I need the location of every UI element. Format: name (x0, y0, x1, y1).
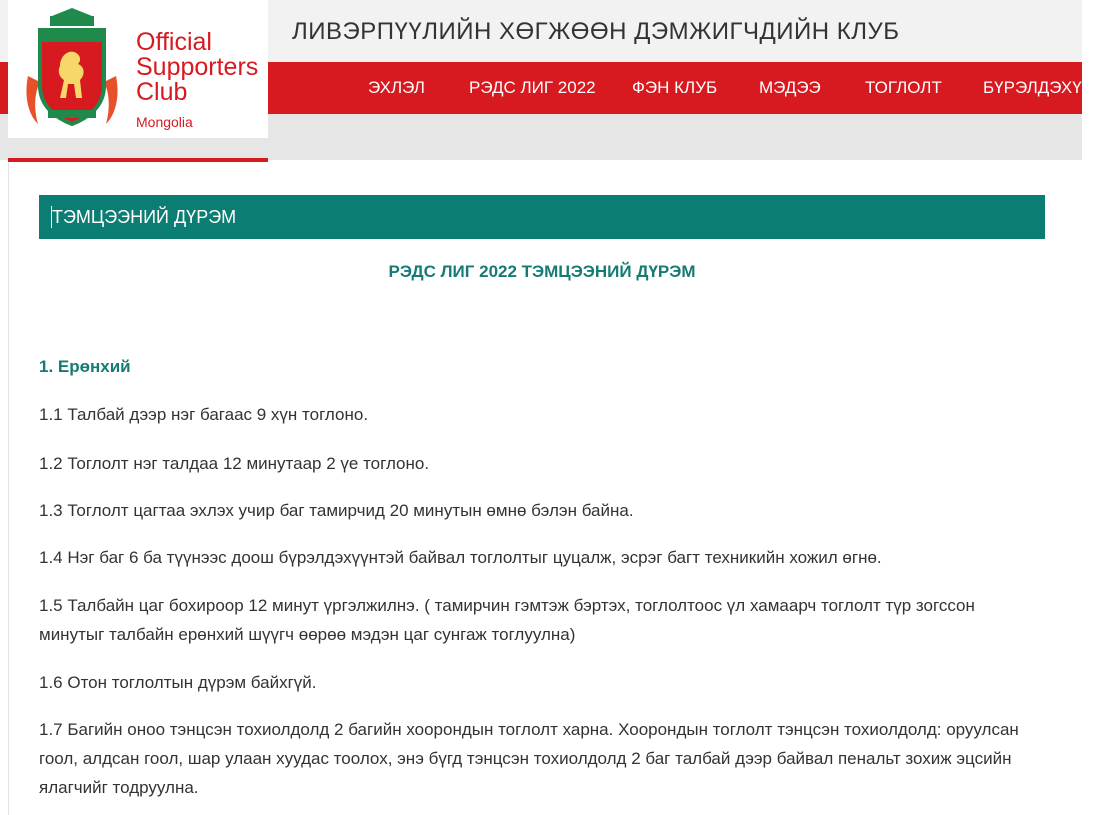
rule-paragraph: 1.7 Багийн оноо тэнцсэн тохиолдолд 2 багийн хоорондын тоглолт харна. Хоорондын тоглолт тэнцсэн тохиолдолд: оруулсан гоол, алдсан гоол, шар улаан хуудас тоолох, энэ бүгд тэнцсэн тохиолдолд 2 баг талбай дээр байвал пенальт зохиж эцсийн ялагчийг тодруулна. (39, 720, 1019, 797)
rule-paragraph: 1.1 Талбай дээр нэг багаас 9 хүн тоглоно. (39, 405, 369, 424)
rules-heading: 1. Ерөнхий (39, 357, 131, 376)
document-title: РЭДС ЛИГ 2022 ТЭМЦЭЭНИЙ ДҮРЭМ (388, 262, 696, 281)
brand-line-1: Official (136, 28, 212, 56)
nav-item-reds-league[interactable]: РЭДС ЛИГ 2022 (469, 78, 596, 97)
content-border (8, 162, 9, 815)
brand-subtitle: Mongolia (136, 114, 193, 130)
rule-paragraph: 1.6 Отон тоглолтын дүрэм байхгүй. (39, 673, 317, 692)
nav-item-fan-club[interactable]: ФЭН КЛУБ (632, 78, 718, 97)
logo-underline (8, 158, 268, 162)
nav-item-news[interactable]: МЭДЭЭ (759, 78, 821, 97)
site-title: ЛИВЭРПҮҮЛИЙН ХӨГЖӨӨН ДЭМЖИГЧДИЙН КЛУБ (292, 18, 900, 45)
rule-paragraph: 1.3 Тоглолт цагтаа эхлэх учир баг тамирчид 20 минутын өмнө бэлэн байна. (39, 501, 634, 520)
rule-paragraph: 1.2 Тоглолт нэг талдаа 12 минутаар 2 үе тоглоно. (39, 454, 430, 473)
brand-line-3: Club (136, 78, 188, 106)
section-header (39, 195, 1045, 239)
nav-item-matches[interactable]: ТОГЛОЛТ (865, 78, 942, 97)
brand-line-2: Supporters (136, 53, 259, 81)
site-logo[interactable] (8, 0, 268, 138)
rule-paragraph: 1.5 Талбайн цаг бохироор 12 минут үргэлжилнэ. ( тамирчин гэмтэж бэртэх, тоглолтоос үл хамаарч тоглолт түр зогссон минутыг талбайн ерөнхий шүүгч өөрөө мэдэн цаг сунгаж тоглуулна) (39, 596, 975, 644)
nav-item-home[interactable]: ЭХЛЭЛ (368, 78, 425, 97)
nav-item-squad[interactable]: БҮРЭЛДЭХҮҮН (983, 78, 1103, 97)
liverpool-crest-icon (22, 6, 122, 132)
section-title: ТЭМЦЭЭНИЙ ДҮРЭМ (52, 207, 237, 227)
brand-text (136, 30, 258, 105)
rule-paragraph: 1.4 Нэг баг 6 ба түүнээс доош бүрэлдэхүүнтэй байвал тоглолтыг цуцалж, эсрэг багт техникийн хожил өгнө. (39, 548, 882, 567)
